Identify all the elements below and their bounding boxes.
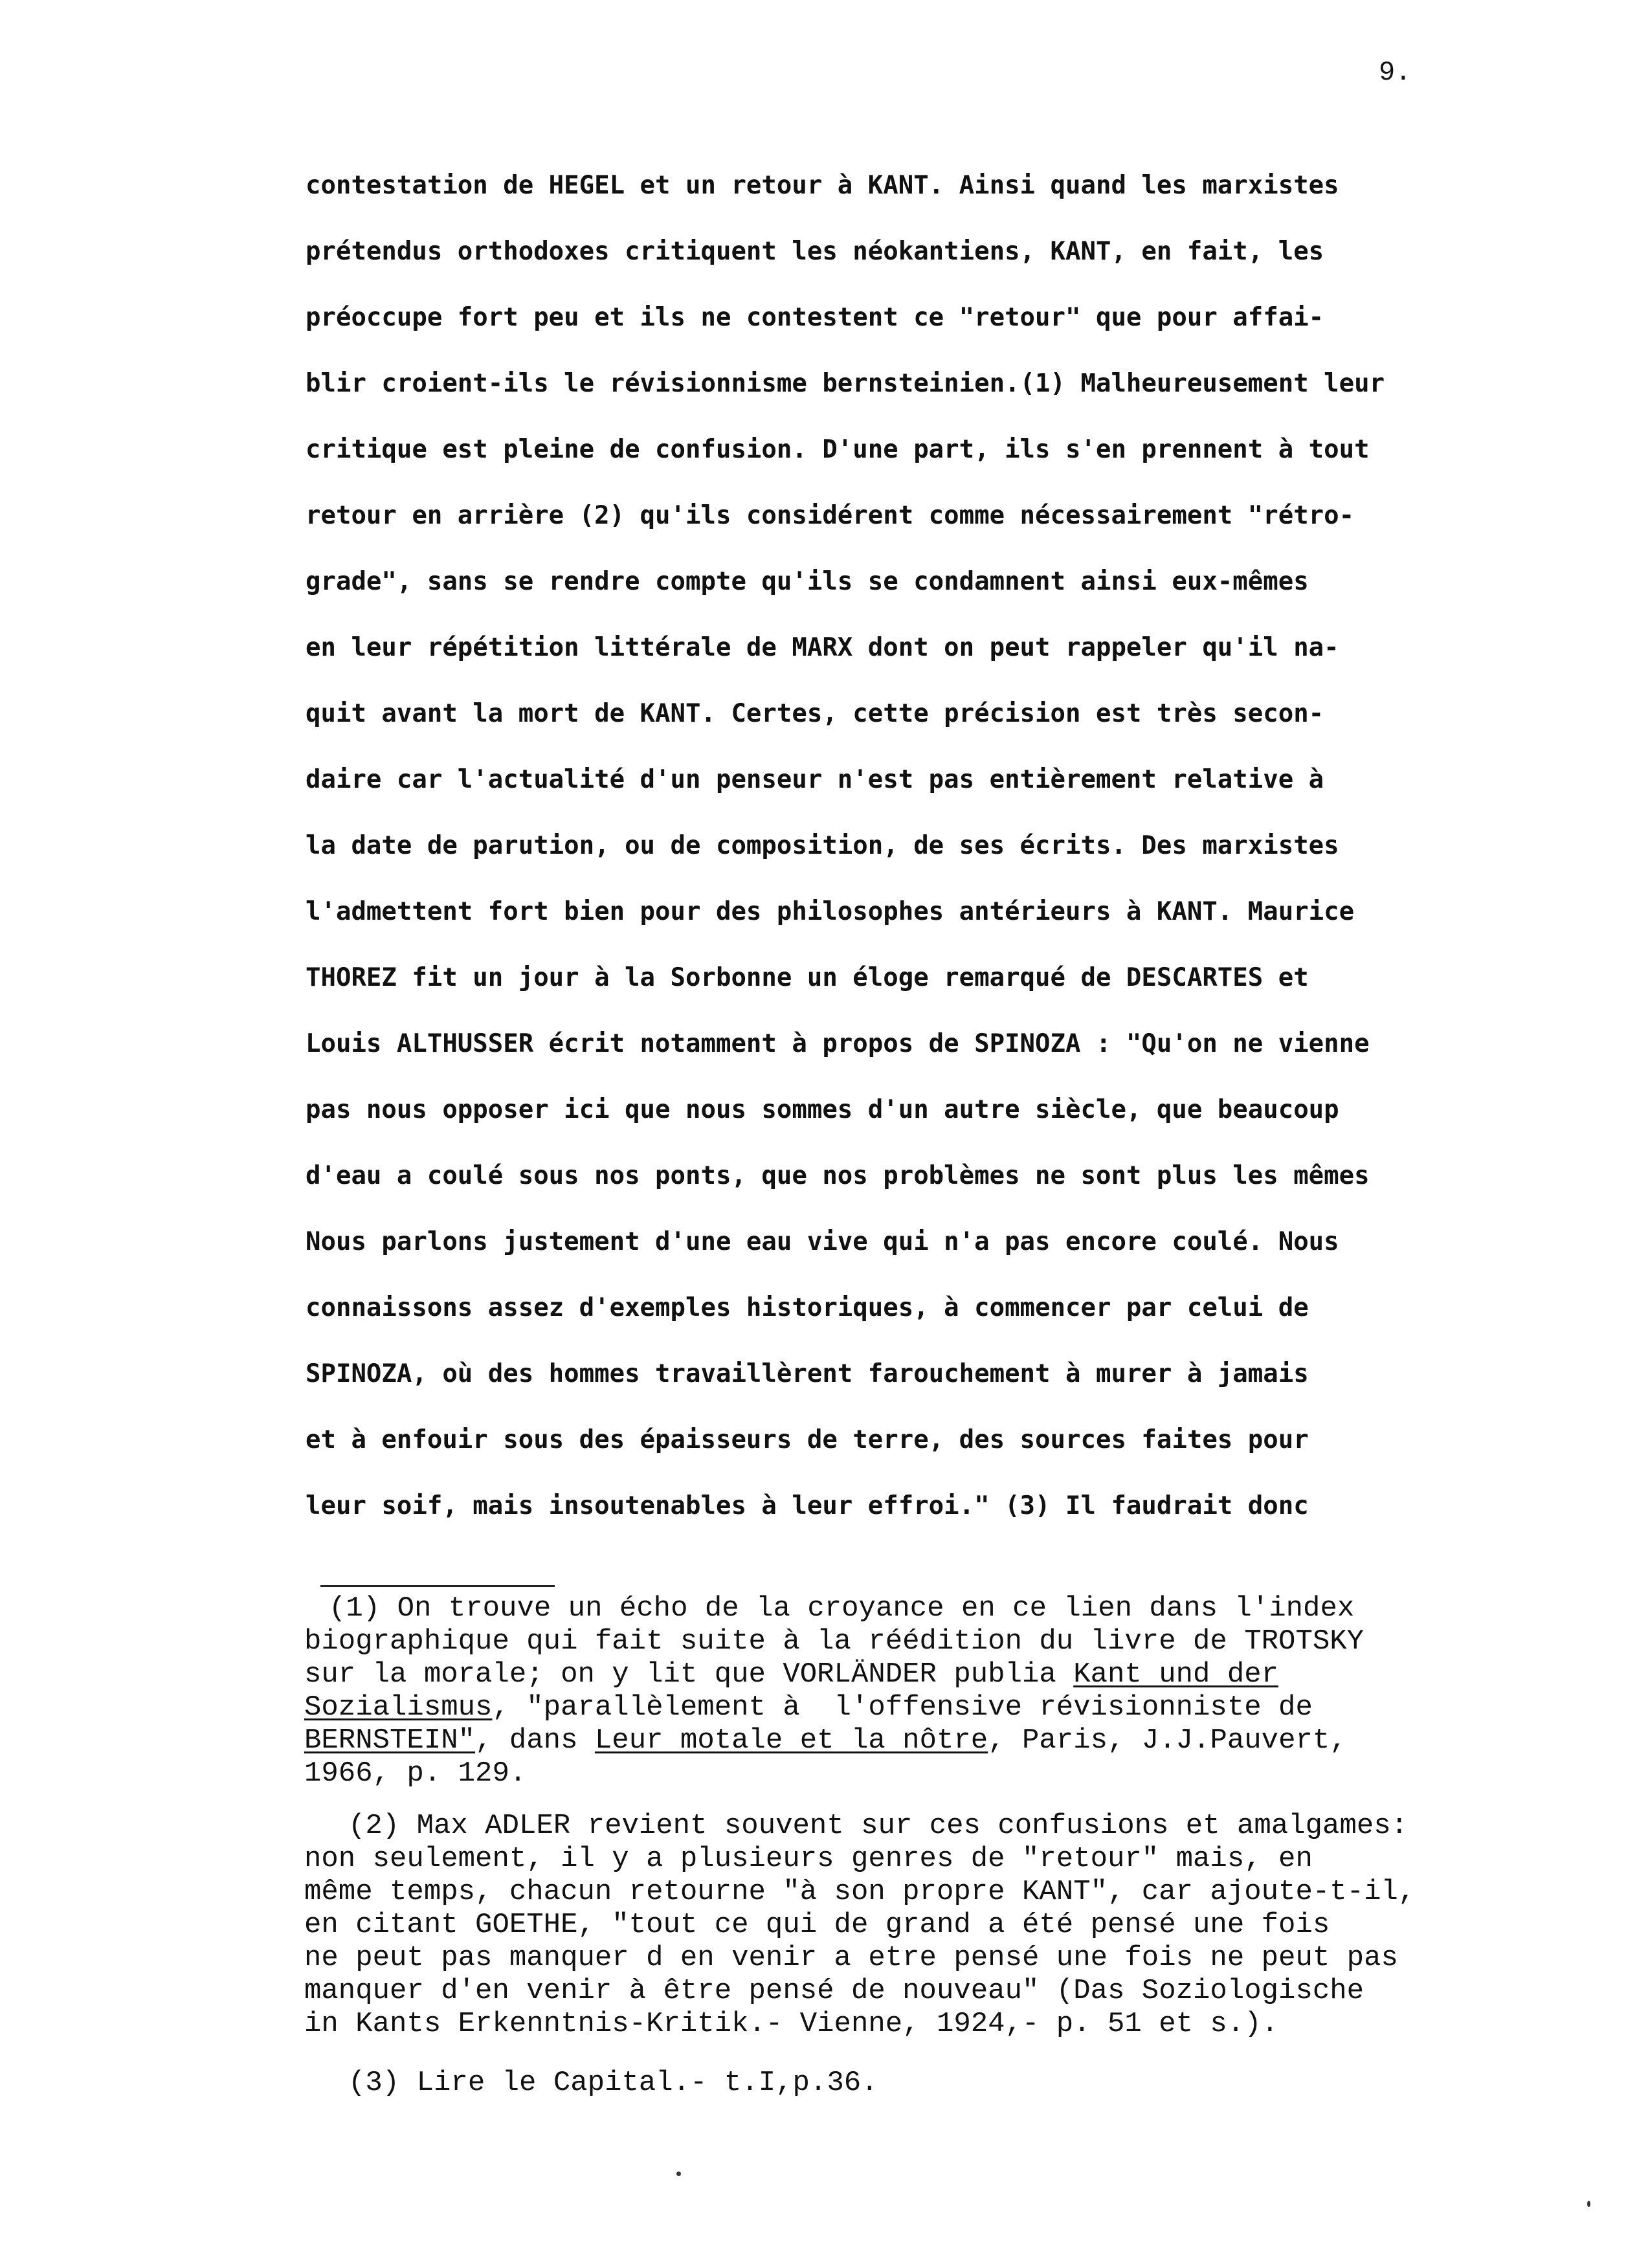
book-title: Kant und der [1073,1658,1279,1691]
footnote-line: en citant GOETHE, "tout ce qui de grand a été pensé une fois [304,1909,1330,1941]
text-line: critique est pleine de confusion. D'une part, ils s'en prennent à tout [306,435,1370,464]
text-line: grade", sans se rendre compte qu'ils se condamnent ainsi eux-mêmes [306,567,1309,596]
footnotes [304,1592,1560,2100]
text-line: THOREZ fit un jour à la Sorbonne un éloge remarqué de DESCARTES et [306,963,1309,992]
text-line: l'admettent fort bien pour des philosophes antérieurs à KANT. Maurice [306,897,1355,926]
footnote-line: (2) Max ADLER revient souvent sur ces confusions et amalgames: [348,1810,1409,1842]
footnote-1 [304,1592,1560,1790]
book-title: Sozialismus [304,1691,493,1724]
text-line: contestation de HEGEL et un retour à KANT. Ainsi quand les marxistes [306,171,1339,200]
text-line: blir croient-ils le révisionnisme bernsteinien.(1) Malheureusement leur [306,369,1385,398]
footnote-line: même temps, chacun retourne "à son propre KANT", car ajoute-t-il, [304,1876,1416,1908]
text-line: quit avant la mort de KANT. Certes, cette précision est très secon- [306,699,1324,728]
footnote-line: (3) Lire le Capital.- t.I,p.36. [348,2067,878,2099]
footnote-line: biographique qui fait suite à la réédition du livre de TROTSKY [304,1625,1364,1658]
footnote-line: in Kants Erkenntnis-Kritik.- Vienne, 1924,- p. 51 et s.). [304,2008,1279,2040]
text-line: Nous parlons justement d'une eau vive qui n'a pas encore coulé. Nous [306,1227,1339,1256]
footnote-line: (1) On trouve un écho de la croyance en ce lien dans l'index [329,1592,1355,1625]
page-number: 9. [1379,57,1412,88]
footnote-text: sur la morale; on y lit que VORLÄNDER publia [304,1658,1074,1691]
book-title: Leur motale et la nôtre [594,1724,988,1757]
text-line: prétendus orthodoxes critiquent les néokantiens, KANT, en fait, les [306,237,1324,266]
text-line: en leur répétition littérale de MARX dont on peut rappeler qu'il na- [306,633,1339,662]
footnote-text: , "parallèlement à l'offensive révisionniste de [492,1691,1313,1724]
footnote-3 [304,2067,1560,2100]
footnote-line: manquer d'en venir à être pensé de nouveau" (Das Soziologische [304,1975,1364,2007]
footnote-line: non seulement, il y a plusieurs genres de "retour" mais, en [304,1843,1313,1875]
text-line: Louis ALTHUSSER écrit notamment à propos de SPINOZA : "Qu'on ne vienne [306,1029,1370,1058]
main-text [306,163,1548,1550]
text-line: SPINOZA, où des hommes travaillèrent farouchement à murer à jamais [306,1359,1309,1388]
footnote-2 [304,1810,1560,2041]
book-title: BERNSTEIN" [304,1724,476,1757]
text-line: connaissons assez d'exemples historiques, à commencer par celui de [306,1293,1309,1322]
text-line: leur soif, mais insoutenables à leur effroi." (3) Il faudrait donc [306,1491,1309,1520]
text-line: retour en arrière (2) qu'ils considérent comme nécessairement "rétro- [306,501,1355,530]
text-line: et à enfouir sous des épaisseurs de terre, des sources faites pour [306,1425,1309,1454]
footnote-text: , Paris, J.J.Pauvert, [988,1724,1347,1757]
footnote-text: , dans [475,1724,595,1757]
text-line: pas nous opposer ici que nous sommes d'un autre siècle, que beaucoup [306,1095,1339,1124]
ink-speck [1587,2201,1590,2207]
text-line: d'eau a coulé sous nos ponts, que nos problèmes ne sont plus les mêmes [306,1161,1370,1190]
text-line: la date de parution, ou de composition, de ses écrits. Des marxistes [306,831,1339,860]
footnote-line [304,1724,1560,1757]
text-line: daire car l'actualité d'un penseur n'est pas entièrement relative à [306,765,1324,794]
text-line: préoccupe fort peu et ils ne contestent ce "retour" que pour affai- [306,303,1324,332]
footnote-line [304,1691,1560,1724]
footnote-line: 1966, p. 129. [304,1757,527,1790]
footnote-rule [320,1585,555,1587]
footnote-line: ne peut pas manquer d en venir a etre pensé une fois ne peut pas [304,1942,1398,1974]
ink-speck [676,2172,681,2176]
footnote-line [304,1658,1560,1691]
